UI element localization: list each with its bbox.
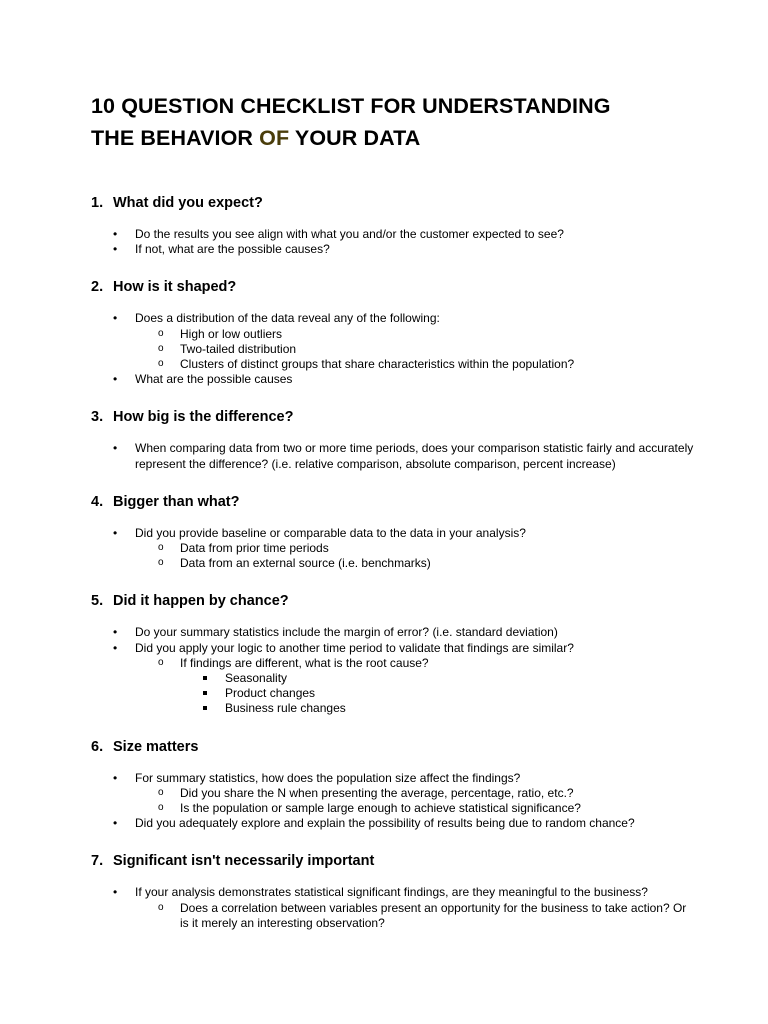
- section-number: 1.: [91, 195, 104, 211]
- bullet-item: [91, 625, 698, 640]
- item-text: What are the possible causes: [135, 372, 293, 387]
- bullet-list: [91, 227, 698, 257]
- item-text: For summary statistics, how does the population size affect the findings?: [135, 770, 521, 785]
- circle-marker: o: [158, 802, 164, 814]
- sub-bullet-item: [135, 901, 698, 931]
- bullet-item: [91, 771, 698, 817]
- section-heading: [91, 852, 698, 870]
- item-text: Did you apply your logic to another time period to validate that findings are similar?: [135, 640, 574, 655]
- bullet-marker: •: [113, 372, 118, 387]
- circle-marker: o: [158, 542, 164, 554]
- item-text: Did you adequately explore and explain the possibility of results being due to random chance?: [135, 816, 635, 831]
- item-text: If your analysis demonstrates statistical significant findings, are they meaningful to the business?: [135, 885, 648, 900]
- sub-bullet-item: [135, 541, 698, 556]
- item-text: Does a distribution of the data reveal any of the following:: [135, 311, 440, 326]
- item-text: Data from prior time periods: [180, 541, 329, 556]
- section-number: 5.: [91, 593, 104, 610]
- square-marker: [203, 676, 207, 680]
- sub-bullet-item: [135, 357, 698, 372]
- sub-bullet-list: [135, 656, 698, 717]
- section-number: 2.: [91, 279, 104, 296]
- section-heading-text: What did you expect?: [113, 195, 263, 211]
- item-text: Do your summary statistics include the margin of error? (i.e. standard deviation): [135, 625, 558, 640]
- item-text: Is the population or sample large enough to achieve statistical significance?: [180, 801, 581, 816]
- title-line-2-start: THE BEHAVIOR: [91, 126, 260, 150]
- sub-bullet-list: [135, 786, 698, 816]
- bullet-list: [91, 625, 698, 716]
- sub-bullet-list: [135, 327, 698, 373]
- bullet-item: [91, 372, 698, 387]
- item-text: Does a correlation between variables present an opportunity for the business to take action? Or is it merely an interesting observation?: [180, 900, 687, 930]
- item-text: When comparing data from two or more time periods, does your comparison statistic fairly and accurately represent the difference? (i.e. relative comparison, absolute comparison, percent increase): [135, 441, 694, 471]
- item-text: Business rule changes: [225, 701, 346, 716]
- bullet-list: [91, 441, 698, 471]
- square-marker: [203, 691, 207, 695]
- checklist-section: [91, 194, 698, 257]
- checklist-section: [91, 852, 698, 931]
- item-text: Clusters of distinct groups that share characteristics within the population?: [180, 357, 575, 372]
- sub-bullet-list: [135, 901, 698, 931]
- bullet-item: [91, 242, 698, 257]
- sub-bullet-item: [135, 556, 698, 571]
- item-text: Two-tailed distribution: [180, 341, 297, 356]
- bullet-marker: •: [113, 525, 118, 540]
- section-heading-text: How big is the difference?: [113, 409, 294, 426]
- sub-sub-bullet-list: [180, 671, 698, 717]
- bullet-item: [91, 227, 698, 242]
- bullet-marker: •: [113, 625, 118, 640]
- item-text: Product changes: [225, 686, 316, 701]
- title-accent-word: OF: [259, 126, 290, 150]
- circle-marker: o: [158, 786, 164, 798]
- title-line-2-end: YOUR DATA: [289, 126, 421, 150]
- item-text: Did you share the N when presenting the average, percentage, ratio, etc.?: [180, 785, 574, 800]
- bullet-marker: •: [113, 770, 118, 785]
- circle-marker: o: [158, 557, 164, 569]
- bullet-marker: •: [113, 227, 118, 241]
- square-marker: [203, 706, 207, 710]
- section-heading: [91, 592, 698, 610]
- bullet-list: [91, 771, 698, 832]
- document-title: [91, 90, 698, 154]
- bullet-item: [91, 441, 698, 471]
- bullet-item: [91, 311, 698, 372]
- sub-sub-bullet-item: [180, 671, 698, 686]
- bullet-marker: •: [113, 640, 118, 655]
- section-heading-text: Size matters: [113, 738, 199, 755]
- circle-marker: o: [158, 342, 164, 354]
- section-number: 4.: [91, 493, 104, 510]
- section-heading-text: Significant isn't necessarily important: [113, 853, 375, 870]
- section-heading: [91, 194, 698, 212]
- bullet-item: [91, 885, 698, 931]
- bullet-list: [91, 885, 698, 931]
- section-heading: [91, 493, 698, 511]
- sub-bullet-item: [135, 656, 698, 717]
- bullet-marker: •: [113, 885, 118, 900]
- sub-sub-bullet-item: [180, 686, 698, 701]
- checklist-section: [91, 278, 698, 387]
- sub-bullet-list: [135, 541, 698, 571]
- circle-marker: o: [158, 327, 164, 339]
- bullet-marker: •: [113, 816, 118, 831]
- section-heading-text: Bigger than what?: [113, 493, 240, 510]
- bullet-item: [91, 526, 698, 572]
- checklist-section: [91, 738, 698, 832]
- bullet-marker: •: [113, 242, 118, 257]
- section-number: 7.: [91, 853, 104, 870]
- item-text: Did you provide baseline or comparable data to the data in your analysis?: [135, 525, 526, 540]
- item-text: If not, what are the possible causes?: [135, 242, 330, 257]
- item-text: If findings are different, what is the root cause?: [180, 655, 429, 670]
- section-number: 6.: [91, 738, 104, 755]
- item-text: Data from an external source (i.e. benchmarks): [180, 556, 431, 571]
- sub-sub-bullet-item: [180, 701, 698, 716]
- checklist-section: [91, 493, 698, 572]
- bullet-item: [91, 641, 698, 717]
- sub-bullet-item: [135, 801, 698, 816]
- sub-bullet-item: [135, 786, 698, 801]
- sub-bullet-item: [135, 342, 698, 357]
- section-heading-text: Did it happen by chance?: [113, 593, 289, 610]
- bullet-list: [91, 526, 698, 572]
- circle-marker: o: [158, 358, 164, 370]
- section-heading: [91, 738, 698, 756]
- checklist: [91, 194, 698, 931]
- section-heading: [91, 408, 698, 426]
- bullet-item: [91, 816, 698, 831]
- item-text: High or low outliers: [180, 326, 283, 341]
- bullet-marker: •: [113, 441, 118, 456]
- checklist-section: [91, 408, 698, 471]
- title-line-1: 10 QUESTION CHECKLIST FOR UNDERSTANDING: [91, 94, 611, 118]
- circle-marker: o: [158, 656, 164, 668]
- sub-bullet-item: [135, 327, 698, 342]
- item-text: Do the results you see align with what you and/or the customer expected to see?: [135, 227, 564, 241]
- section-number: 3.: [91, 409, 104, 426]
- bullet-list: [91, 311, 698, 387]
- checklist-section: [91, 592, 698, 716]
- circle-marker: o: [158, 901, 164, 913]
- section-heading: [91, 278, 698, 296]
- item-text: Seasonality: [225, 671, 288, 686]
- bullet-marker: •: [113, 311, 118, 326]
- section-heading-text: How is it shaped?: [113, 279, 237, 296]
